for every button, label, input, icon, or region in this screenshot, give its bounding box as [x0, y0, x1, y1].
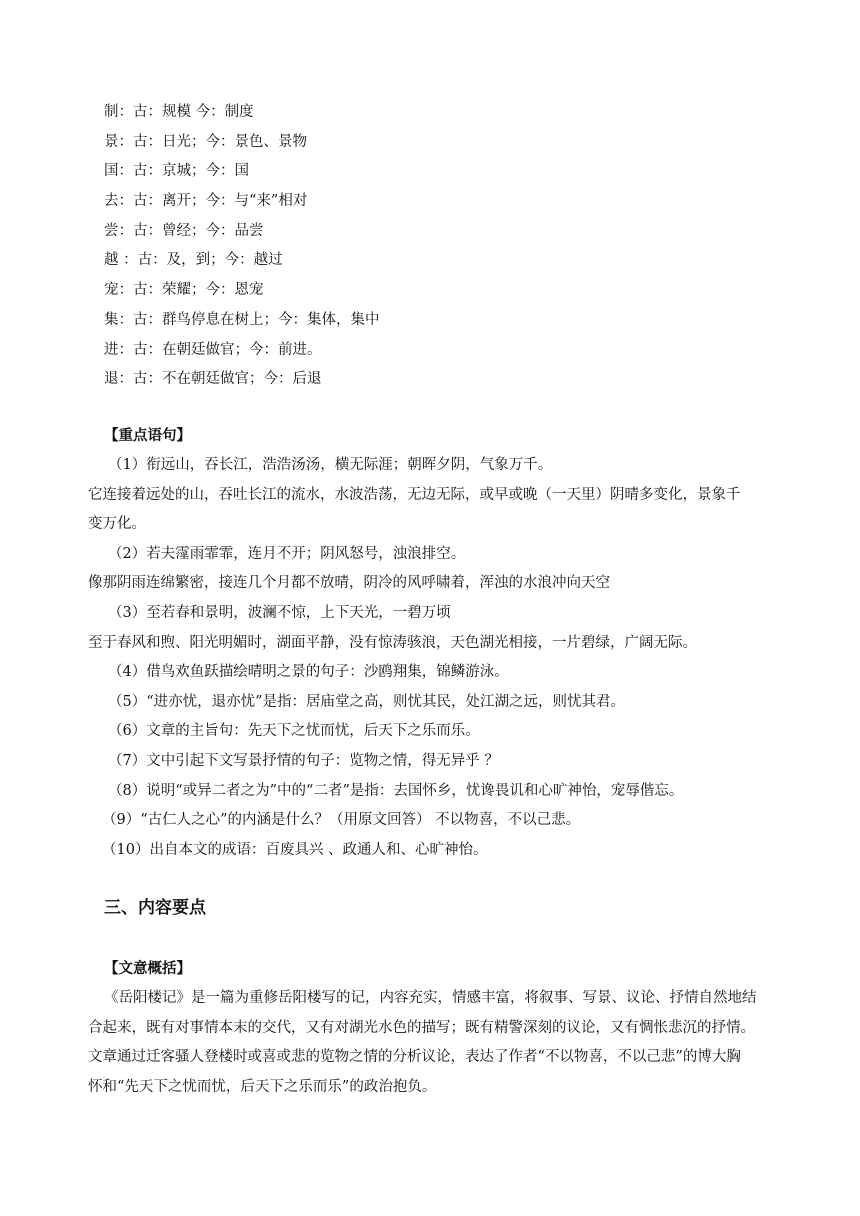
gloss-item: 宠：古：荣耀；今：恩宠	[104, 282, 264, 299]
summary-line: 文章通过迁客骚人登楼时或喜或悲的览物之情的分析议论，表达了作者“不以物喜，不以己悲”的博大胸	[88, 1049, 741, 1066]
sentence-line: 至于春风和煦、阳光明媚时，湖面平静，没有惊涛骇浪，天色湖光相接，一片碧绿，广阔无际。	[88, 634, 697, 651]
sentence-line: （3）至若春和景明，波澜不惊，上下天光，一碧万顷	[108, 604, 451, 621]
sentence-line: （9）“古仁人之心”的内涵是什么？（用原文回答） 不以物喜，不以己悲。	[102, 812, 581, 829]
gloss-item: 景：古：日光；今：景色、景物	[104, 133, 307, 150]
sentence-line: 像那阴雨连绵繁密，接连几个月都不放晴，阴冷的风呼啸着，浑浊的水浪冲向天空	[88, 575, 610, 592]
summary-body	[88, 984, 808, 1102]
gloss-item: 尝：古：曾经；今：品尝	[104, 222, 264, 239]
summary-line: 怀和“先天下之忧而忧，后天下之乐而乐”的政治抱负。	[88, 1078, 437, 1095]
sentence-line: （7）文中引起下文写景抒情的句子：览物之情，得无异乎 ？	[108, 752, 499, 769]
sentence-line: （4）借鸟欢鱼跃描绘晴明之景的句子：沙鸥翔集，锦鳞游泳。	[108, 664, 509, 681]
gloss-item: 集：古：群鸟停息在树上；今：集体，集中	[104, 311, 380, 328]
gloss-item: 进：古：在朝廷做官；今：前进。	[104, 341, 322, 358]
sentence-line: （5）“进亦忧，退亦忧”是指：居庙堂之高，则忧其民，处江湖之远，则忧其君。	[108, 693, 626, 710]
gloss-item: 国：古：京城；今：国	[104, 163, 249, 180]
section-heading: 三、内容要点	[104, 898, 206, 918]
sentence-line: （1）衔远山，吞长江，浩浩汤汤，横无际涯；朝晖夕阴，气象万千。	[108, 457, 553, 473]
gloss-item: 越 ：古：及，到；今：越过	[104, 252, 283, 269]
gloss-item: 去：古：离开；今：与“来”相对	[104, 193, 308, 210]
summary-line: 《岳阳楼记》是一篇为重修岳阳楼写的记，内容充实，情感丰富，将叙事、写景、议论、抒情自然地结	[104, 990, 757, 1006]
gloss-item: 退：古：不在朝廷做官；今：后退	[104, 371, 322, 388]
key-sentences-body	[88, 451, 794, 865]
sentence-line: 它连接着远处的山，吞吐长江的流水，水波浩荡，无边无际，或早或晚（一天里）阴晴多变化，景象千	[88, 486, 741, 503]
sentence-line: （6）文章的主旨句：先天下之忧而忧，后天下之乐而乐。	[108, 723, 480, 740]
sentence-line: （10）出自本文的成语：百废具兴 、政通人和、心旷神怡。	[102, 841, 488, 858]
gloss-item: 制：古：规模 今：制度	[104, 104, 254, 120]
sentence-line: （8）说明“或异二者之为”中的“二者”是指：去国怀乡，忧谗畏讥和心旷神怡，宠辱偕忘。	[108, 782, 684, 799]
summary-title: 【文意概括】	[104, 961, 191, 977]
gloss-list	[104, 101, 804, 398]
sentence-line: （2）若夫霪雨霏霏，连月不开；阴风怒号，浊浪排空。	[108, 545, 466, 562]
summary-line: 合起来，既有对事情本末的交代，又有对湖光水色的描写；既有精警深刻的议论，又有惆怅悲沉的抒情。	[88, 1019, 755, 1036]
sentence-line: 变万化。	[88, 516, 146, 533]
key-sentences-title: 【重点语句】	[104, 428, 191, 444]
